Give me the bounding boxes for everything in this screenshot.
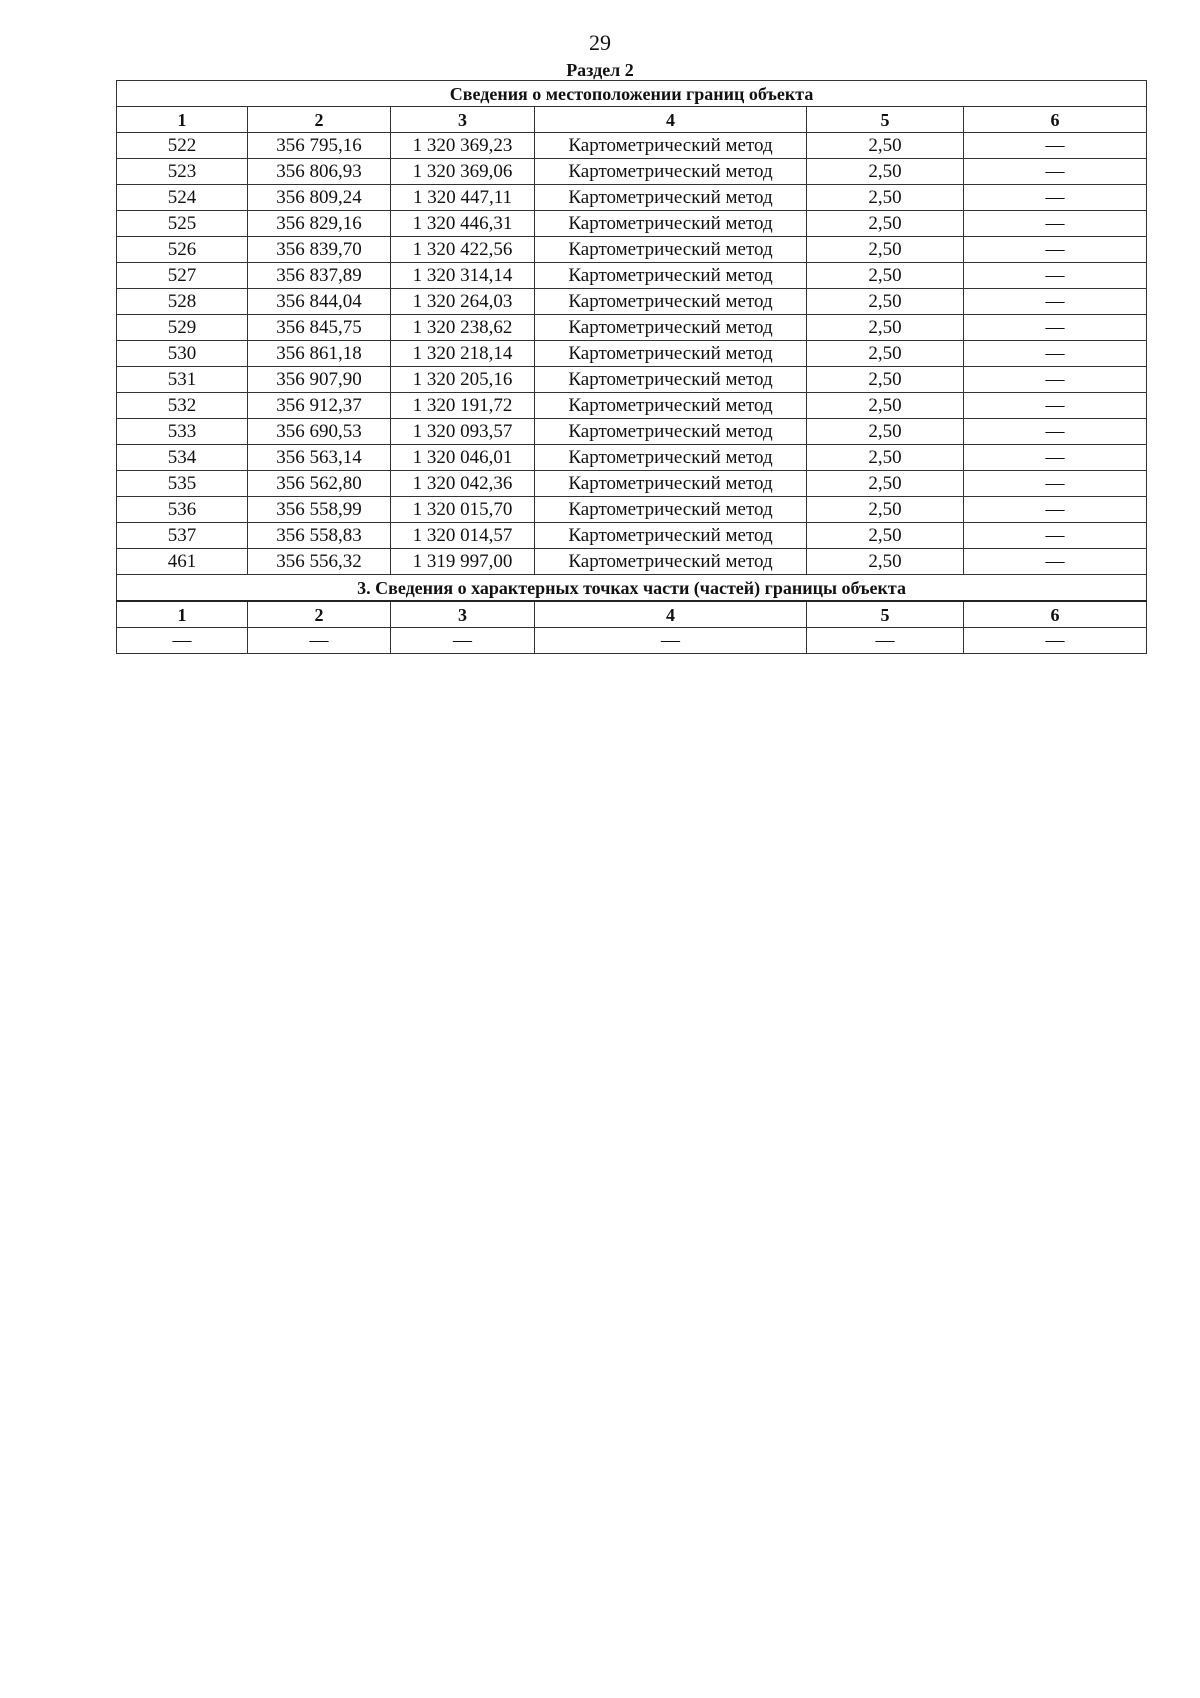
table-row: [117, 497, 1147, 523]
method-cell: Картометрический метод: [535, 341, 807, 367]
column-number: 6: [964, 601, 1147, 628]
point-number-cell: 461: [117, 549, 248, 575]
point-number-cell: 527: [117, 263, 248, 289]
y-coordinate-cell: —: [391, 628, 535, 654]
table-title: Сведения о местоположении границ объекта: [117, 81, 1147, 107]
point-number-cell: 525: [117, 211, 248, 237]
table-title-row: [117, 81, 1147, 107]
table-row: [117, 367, 1147, 393]
column-number: 1: [117, 107, 248, 133]
y-coordinate-cell: 1 320 093,57: [391, 419, 535, 445]
method-cell: Картометрический метод: [535, 211, 807, 237]
accuracy-cell: 2,50: [807, 419, 964, 445]
accuracy-cell: 2,50: [807, 445, 964, 471]
table-row: [117, 445, 1147, 471]
table-row: [117, 393, 1147, 419]
description-cell: —: [964, 471, 1147, 497]
accuracy-cell: 2,50: [807, 237, 964, 263]
accuracy-cell: 2,50: [807, 393, 964, 419]
description-cell: —: [964, 628, 1147, 654]
description-cell: —: [964, 237, 1147, 263]
x-coordinate-cell: 356 806,93: [248, 159, 391, 185]
accuracy-cell: 2,50: [807, 289, 964, 315]
table-row: [117, 341, 1147, 367]
column-number: 3: [391, 601, 535, 628]
column-number: 5: [807, 601, 964, 628]
y-coordinate-cell: 1 320 238,62: [391, 315, 535, 341]
x-coordinate-cell: —: [248, 628, 391, 654]
point-number-cell: 529: [117, 315, 248, 341]
y-coordinate-cell: 1 320 205,16: [391, 367, 535, 393]
accuracy-cell: 2,50: [807, 211, 964, 237]
accuracy-cell: —: [807, 628, 964, 654]
method-cell: Картометрический метод: [535, 471, 807, 497]
x-coordinate-cell: 356 829,16: [248, 211, 391, 237]
column-number: 3: [391, 107, 535, 133]
column-number: 4: [535, 601, 807, 628]
column-number: 6: [964, 107, 1147, 133]
y-coordinate-cell: 1 320 369,06: [391, 159, 535, 185]
table-row: [117, 263, 1147, 289]
description-cell: —: [964, 185, 1147, 211]
y-coordinate-cell: 1 320 015,70: [391, 497, 535, 523]
description-cell: —: [964, 263, 1147, 289]
description-cell: —: [964, 393, 1147, 419]
method-cell: Картометрический метод: [535, 315, 807, 341]
x-coordinate-cell: 356 690,53: [248, 419, 391, 445]
y-coordinate-cell: 1 320 014,57: [391, 523, 535, 549]
description-cell: —: [964, 497, 1147, 523]
description-cell: —: [964, 133, 1147, 159]
table-row: [117, 211, 1147, 237]
column-number: 1: [117, 601, 248, 628]
part-table-row: [117, 628, 1147, 654]
description-cell: —: [964, 341, 1147, 367]
point-number-cell: 536: [117, 497, 248, 523]
accuracy-cell: 2,50: [807, 549, 964, 575]
x-coordinate-cell: 356 912,37: [248, 393, 391, 419]
table-row: [117, 471, 1147, 497]
x-coordinate-cell: 356 809,24: [248, 185, 391, 211]
method-cell: Картометрический метод: [535, 133, 807, 159]
point-number-cell: 523: [117, 159, 248, 185]
method-cell: Картометрический метод: [535, 419, 807, 445]
accuracy-cell: 2,50: [807, 341, 964, 367]
y-coordinate-cell: 1 319 997,00: [391, 549, 535, 575]
x-coordinate-cell: 356 907,90: [248, 367, 391, 393]
table-row: [117, 133, 1147, 159]
y-coordinate-cell: 1 320 218,14: [391, 341, 535, 367]
y-coordinate-cell: 1 320 422,56: [391, 237, 535, 263]
x-coordinate-cell: 356 861,18: [248, 341, 391, 367]
y-coordinate-cell: 1 320 447,11: [391, 185, 535, 211]
accuracy-cell: 2,50: [807, 159, 964, 185]
y-coordinate-cell: 1 320 369,23: [391, 133, 535, 159]
table-row: [117, 315, 1147, 341]
x-coordinate-cell: 356 562,80: [248, 471, 391, 497]
table-row: [117, 237, 1147, 263]
point-number-cell: —: [117, 628, 248, 654]
point-number-cell: 531: [117, 367, 248, 393]
description-cell: —: [964, 159, 1147, 185]
page-number: 29: [589, 30, 611, 55]
method-cell: Картометрический метод: [535, 445, 807, 471]
point-number-cell: 526: [117, 237, 248, 263]
point-number-cell: 532: [117, 393, 248, 419]
x-coordinate-cell: 356 558,83: [248, 523, 391, 549]
x-coordinate-cell: 356 795,16: [248, 133, 391, 159]
method-cell: Картометрический метод: [535, 263, 807, 289]
method-cell: Картометрический метод: [535, 549, 807, 575]
table-row: [117, 523, 1147, 549]
x-coordinate-cell: 356 837,89: [248, 263, 391, 289]
accuracy-cell: 2,50: [807, 523, 964, 549]
y-coordinate-cell: 1 320 046,01: [391, 445, 535, 471]
method-cell: Картометрический метод: [535, 185, 807, 211]
y-coordinate-cell: 1 320 042,36: [391, 471, 535, 497]
part-section-title-row: [117, 575, 1147, 602]
column-number: 5: [807, 107, 964, 133]
point-number-cell: 522: [117, 133, 248, 159]
description-cell: —: [964, 367, 1147, 393]
accuracy-cell: 2,50: [807, 263, 964, 289]
part-section-title: 3. Сведения о характерных точках части (частей) границы объекта: [117, 575, 1147, 602]
method-cell: Картометрический метод: [535, 393, 807, 419]
method-cell: Картометрический метод: [535, 289, 807, 315]
description-cell: —: [964, 549, 1147, 575]
accuracy-cell: 2,50: [807, 185, 964, 211]
description-cell: —: [964, 315, 1147, 341]
x-coordinate-cell: 356 839,70: [248, 237, 391, 263]
accuracy-cell: 2,50: [807, 367, 964, 393]
description-cell: —: [964, 289, 1147, 315]
column-number-row: [117, 107, 1147, 133]
point-number-cell: 530: [117, 341, 248, 367]
description-cell: —: [964, 523, 1147, 549]
x-coordinate-cell: 356 844,04: [248, 289, 391, 315]
accuracy-cell: 2,50: [807, 315, 964, 341]
method-cell: Картометрический метод: [535, 367, 807, 393]
point-number-cell: 533: [117, 419, 248, 445]
table-row: [117, 185, 1147, 211]
x-coordinate-cell: 356 556,32: [248, 549, 391, 575]
description-cell: —: [964, 445, 1147, 471]
column-number: 2: [248, 107, 391, 133]
x-coordinate-cell: 356 845,75: [248, 315, 391, 341]
table-row: [117, 419, 1147, 445]
accuracy-cell: 2,50: [807, 133, 964, 159]
section-label: Раздел 2: [566, 60, 634, 80]
table-row: [117, 289, 1147, 315]
y-coordinate-cell: 1 320 191,72: [391, 393, 535, 419]
method-cell: Картометрический метод: [535, 497, 807, 523]
part-column-number-row: [117, 601, 1147, 628]
y-coordinate-cell: 1 320 264,03: [391, 289, 535, 315]
x-coordinate-cell: 356 558,99: [248, 497, 391, 523]
point-number-cell: 528: [117, 289, 248, 315]
table-row: [117, 549, 1147, 575]
accuracy-cell: 2,50: [807, 471, 964, 497]
boundary-coordinates-table: [116, 80, 1147, 654]
method-cell: Картометрический метод: [535, 523, 807, 549]
method-cell: —: [535, 628, 807, 654]
column-number: 2: [248, 601, 391, 628]
table-row: [117, 159, 1147, 185]
method-cell: Картометрический метод: [535, 237, 807, 263]
x-coordinate-cell: 356 563,14: [248, 445, 391, 471]
column-number: 4: [535, 107, 807, 133]
method-cell: Картометрический метод: [535, 159, 807, 185]
y-coordinate-cell: 1 320 446,31: [391, 211, 535, 237]
description-cell: —: [964, 419, 1147, 445]
point-number-cell: 535: [117, 471, 248, 497]
y-coordinate-cell: 1 320 314,14: [391, 263, 535, 289]
accuracy-cell: 2,50: [807, 497, 964, 523]
description-cell: —: [964, 211, 1147, 237]
point-number-cell: 537: [117, 523, 248, 549]
point-number-cell: 534: [117, 445, 248, 471]
point-number-cell: 524: [117, 185, 248, 211]
